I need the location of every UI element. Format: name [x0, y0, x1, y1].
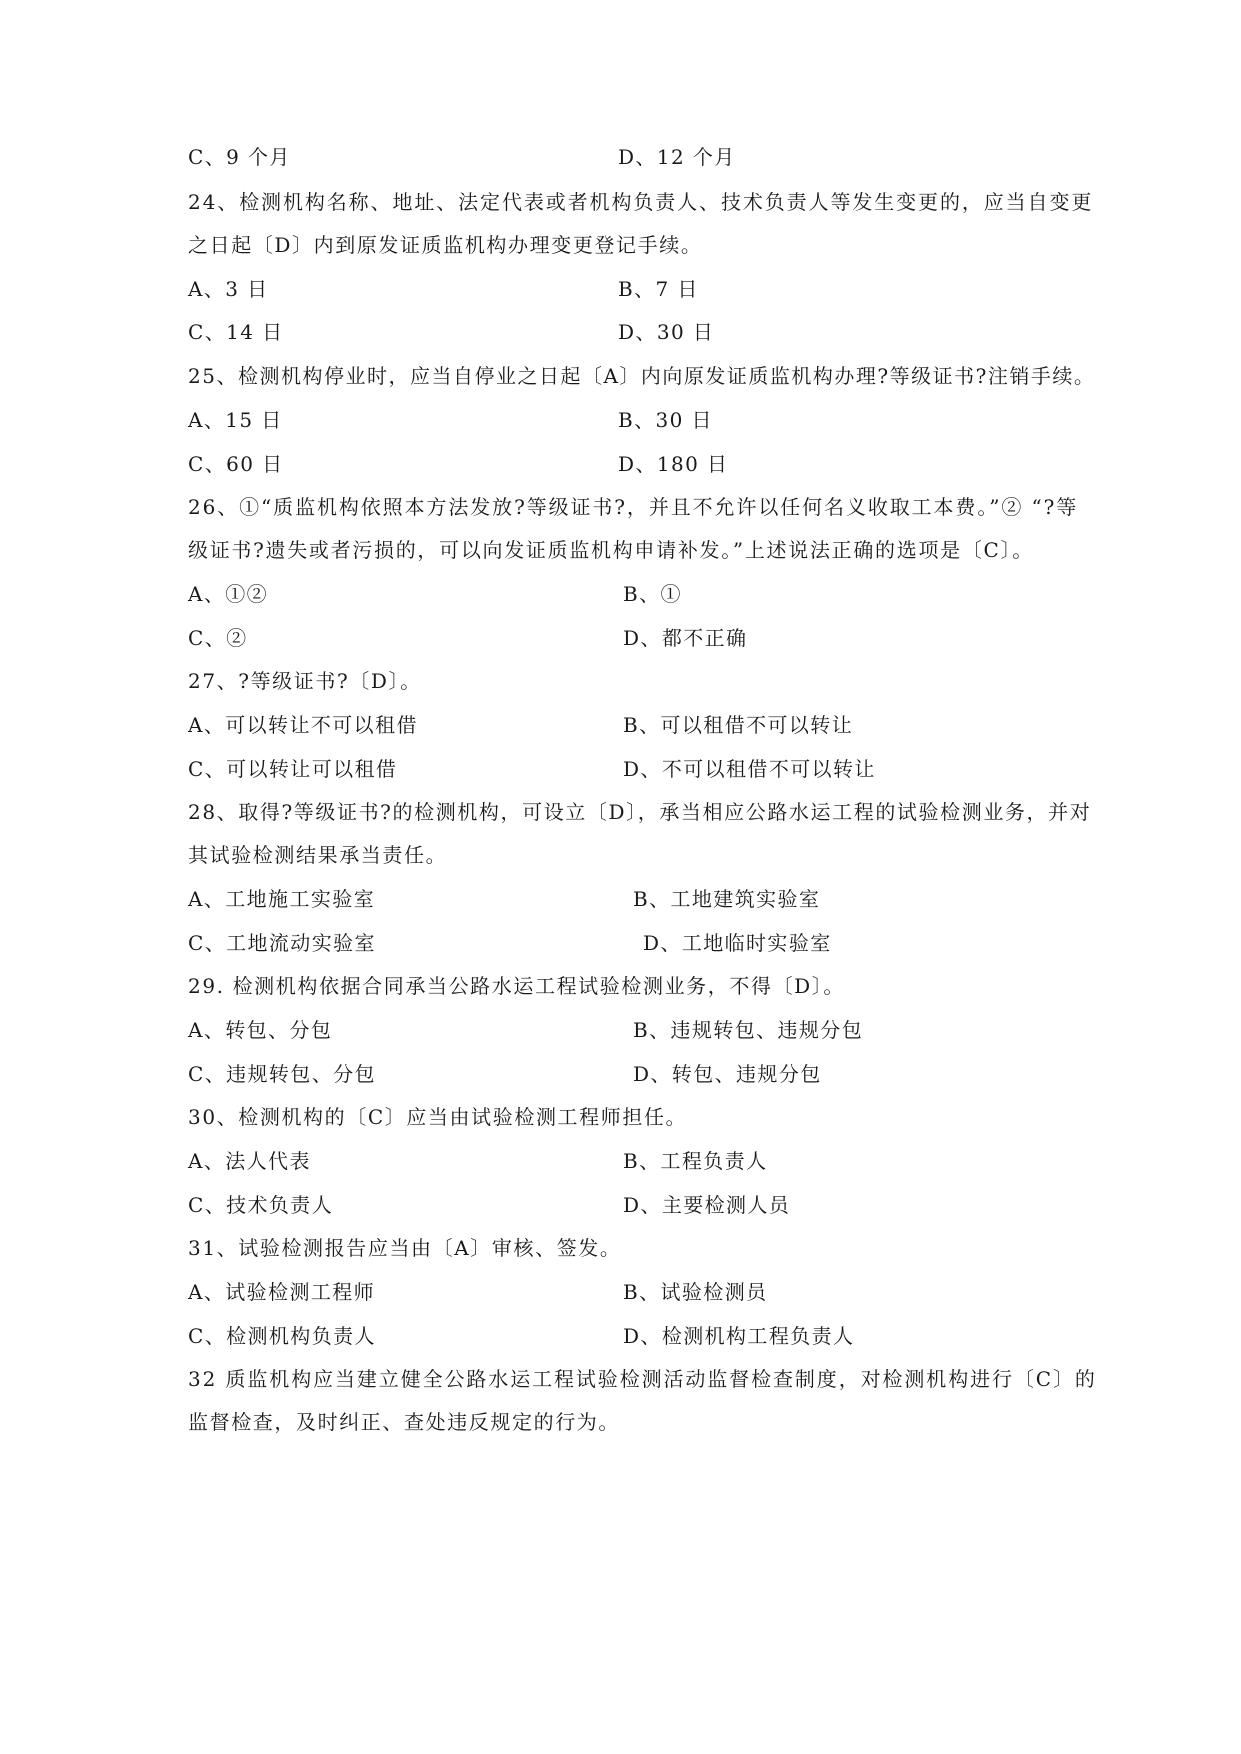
q30-question: 30、检测机构的〔C〕应当由试验检测工程师担任。 [188, 1105, 688, 1129]
q24-option-a: A、3 日 [188, 277, 269, 301]
q28-option-c: C、工地流动实验室 [188, 931, 376, 955]
q27-question: 27、?等级证书?〔D〕。 [188, 669, 422, 693]
q23-option-d: D、12 个月 [618, 145, 736, 169]
q25-question: 25、检测机构停业时，应当自停业之日起〔A〕内向原发证质监机构办理?等级证书?注销手续。 [188, 364, 1096, 388]
q30-option-b: B、工程负责人 [623, 1149, 768, 1173]
q31-option-c: C、检测机构负责人 [188, 1324, 376, 1348]
q29-option-c: C、违规转包、分包 [188, 1062, 376, 1086]
q26-option-d: D、都不正确 [623, 626, 748, 650]
q27-option-b: B、可以租借不可以转让 [623, 713, 854, 737]
q32-question-line-1: 32 质监机构应当建立健全公路水运工程试验检测活动监督检查制度，对检测机构进行〔C〕的 [188, 1367, 1097, 1391]
q30-option-d: D、主要检测人员 [623, 1193, 791, 1217]
q24-question-line-1: 24、检测机构名称、地址、法定代表或者机构负责人、技术负责人等发生变更的，应当自变更 [188, 190, 1094, 214]
q24-option-c: C、14 日 [188, 320, 284, 344]
q31-option-a: A、试验检测工程师 [188, 1280, 376, 1304]
q25-option-d: D、180 日 [618, 452, 729, 476]
q24-option-b: B、7 日 [618, 277, 699, 301]
q27-option-a: A、可以转让不可以租借 [188, 713, 418, 737]
q31-option-d: D、检测机构工程负责人 [623, 1324, 855, 1348]
q31-question: 31、试验检测报告应当由〔A〕审核、签发。 [188, 1236, 622, 1260]
q25-option-a: A、15 日 [188, 408, 283, 432]
q28-question-line-1: 28、取得?等级证书?的检测机构，可设立〔D〕，承当相应公路水运工程的试验检测业务，并对 [188, 800, 1092, 824]
q29-option-d: D、转包、违规分包 [633, 1062, 822, 1086]
q25-option-c: C、60 日 [188, 452, 284, 476]
q30-option-a: A、法人代表 [188, 1149, 311, 1173]
q26-option-c: C、② [188, 626, 248, 650]
q26-question-line-2: 级证书?遗失或者污损的，可以向发证质监机构申请补发。”上述说法正确的选项是〔C〕。 [188, 538, 1034, 562]
q24-option-d: D、30 日 [618, 320, 715, 344]
q27-option-d: D、不可以租借不可以转让 [623, 757, 876, 781]
q28-question-line-2: 其试验检测结果承当责任。 [188, 843, 448, 867]
q24-question-line-2: 之日起〔D〕内到原发证质监机构办理变更登记手续。 [188, 233, 703, 257]
q26-option-a: A、①② [188, 582, 269, 606]
q31-option-b: B、试验检测员 [623, 1280, 768, 1304]
q29-option-a: A、转包、分包 [188, 1018, 333, 1042]
q30-option-c: C、技术负责人 [188, 1193, 334, 1217]
q29-question: 29. 检测机构依据合同承当公路水运工程试验检测业务，不得〔D〕。 [188, 974, 845, 998]
q26-question-line-1: 26、①“质监机构依照本方法发放?等级证书?，并且不允许以任何名义收取工本费。”② “?等 [188, 495, 1079, 519]
q28-option-d: D、工地临时实验室 [643, 931, 832, 955]
q27-option-c: C、可以转让可以租借 [188, 757, 398, 781]
q26-option-b: B、① [623, 582, 682, 606]
q28-option-b: B、工地建筑实验室 [633, 887, 821, 911]
q32-question-line-2: 监督检查，及时纠正、查处违反规定的行为。 [188, 1410, 620, 1434]
q23-option-c: C、9 个月 [188, 145, 291, 169]
q28-option-a: A、工地施工实验室 [188, 887, 376, 911]
q25-option-b: B、30 日 [618, 408, 713, 432]
q29-option-b: B、违规转包、违规分包 [633, 1018, 864, 1042]
